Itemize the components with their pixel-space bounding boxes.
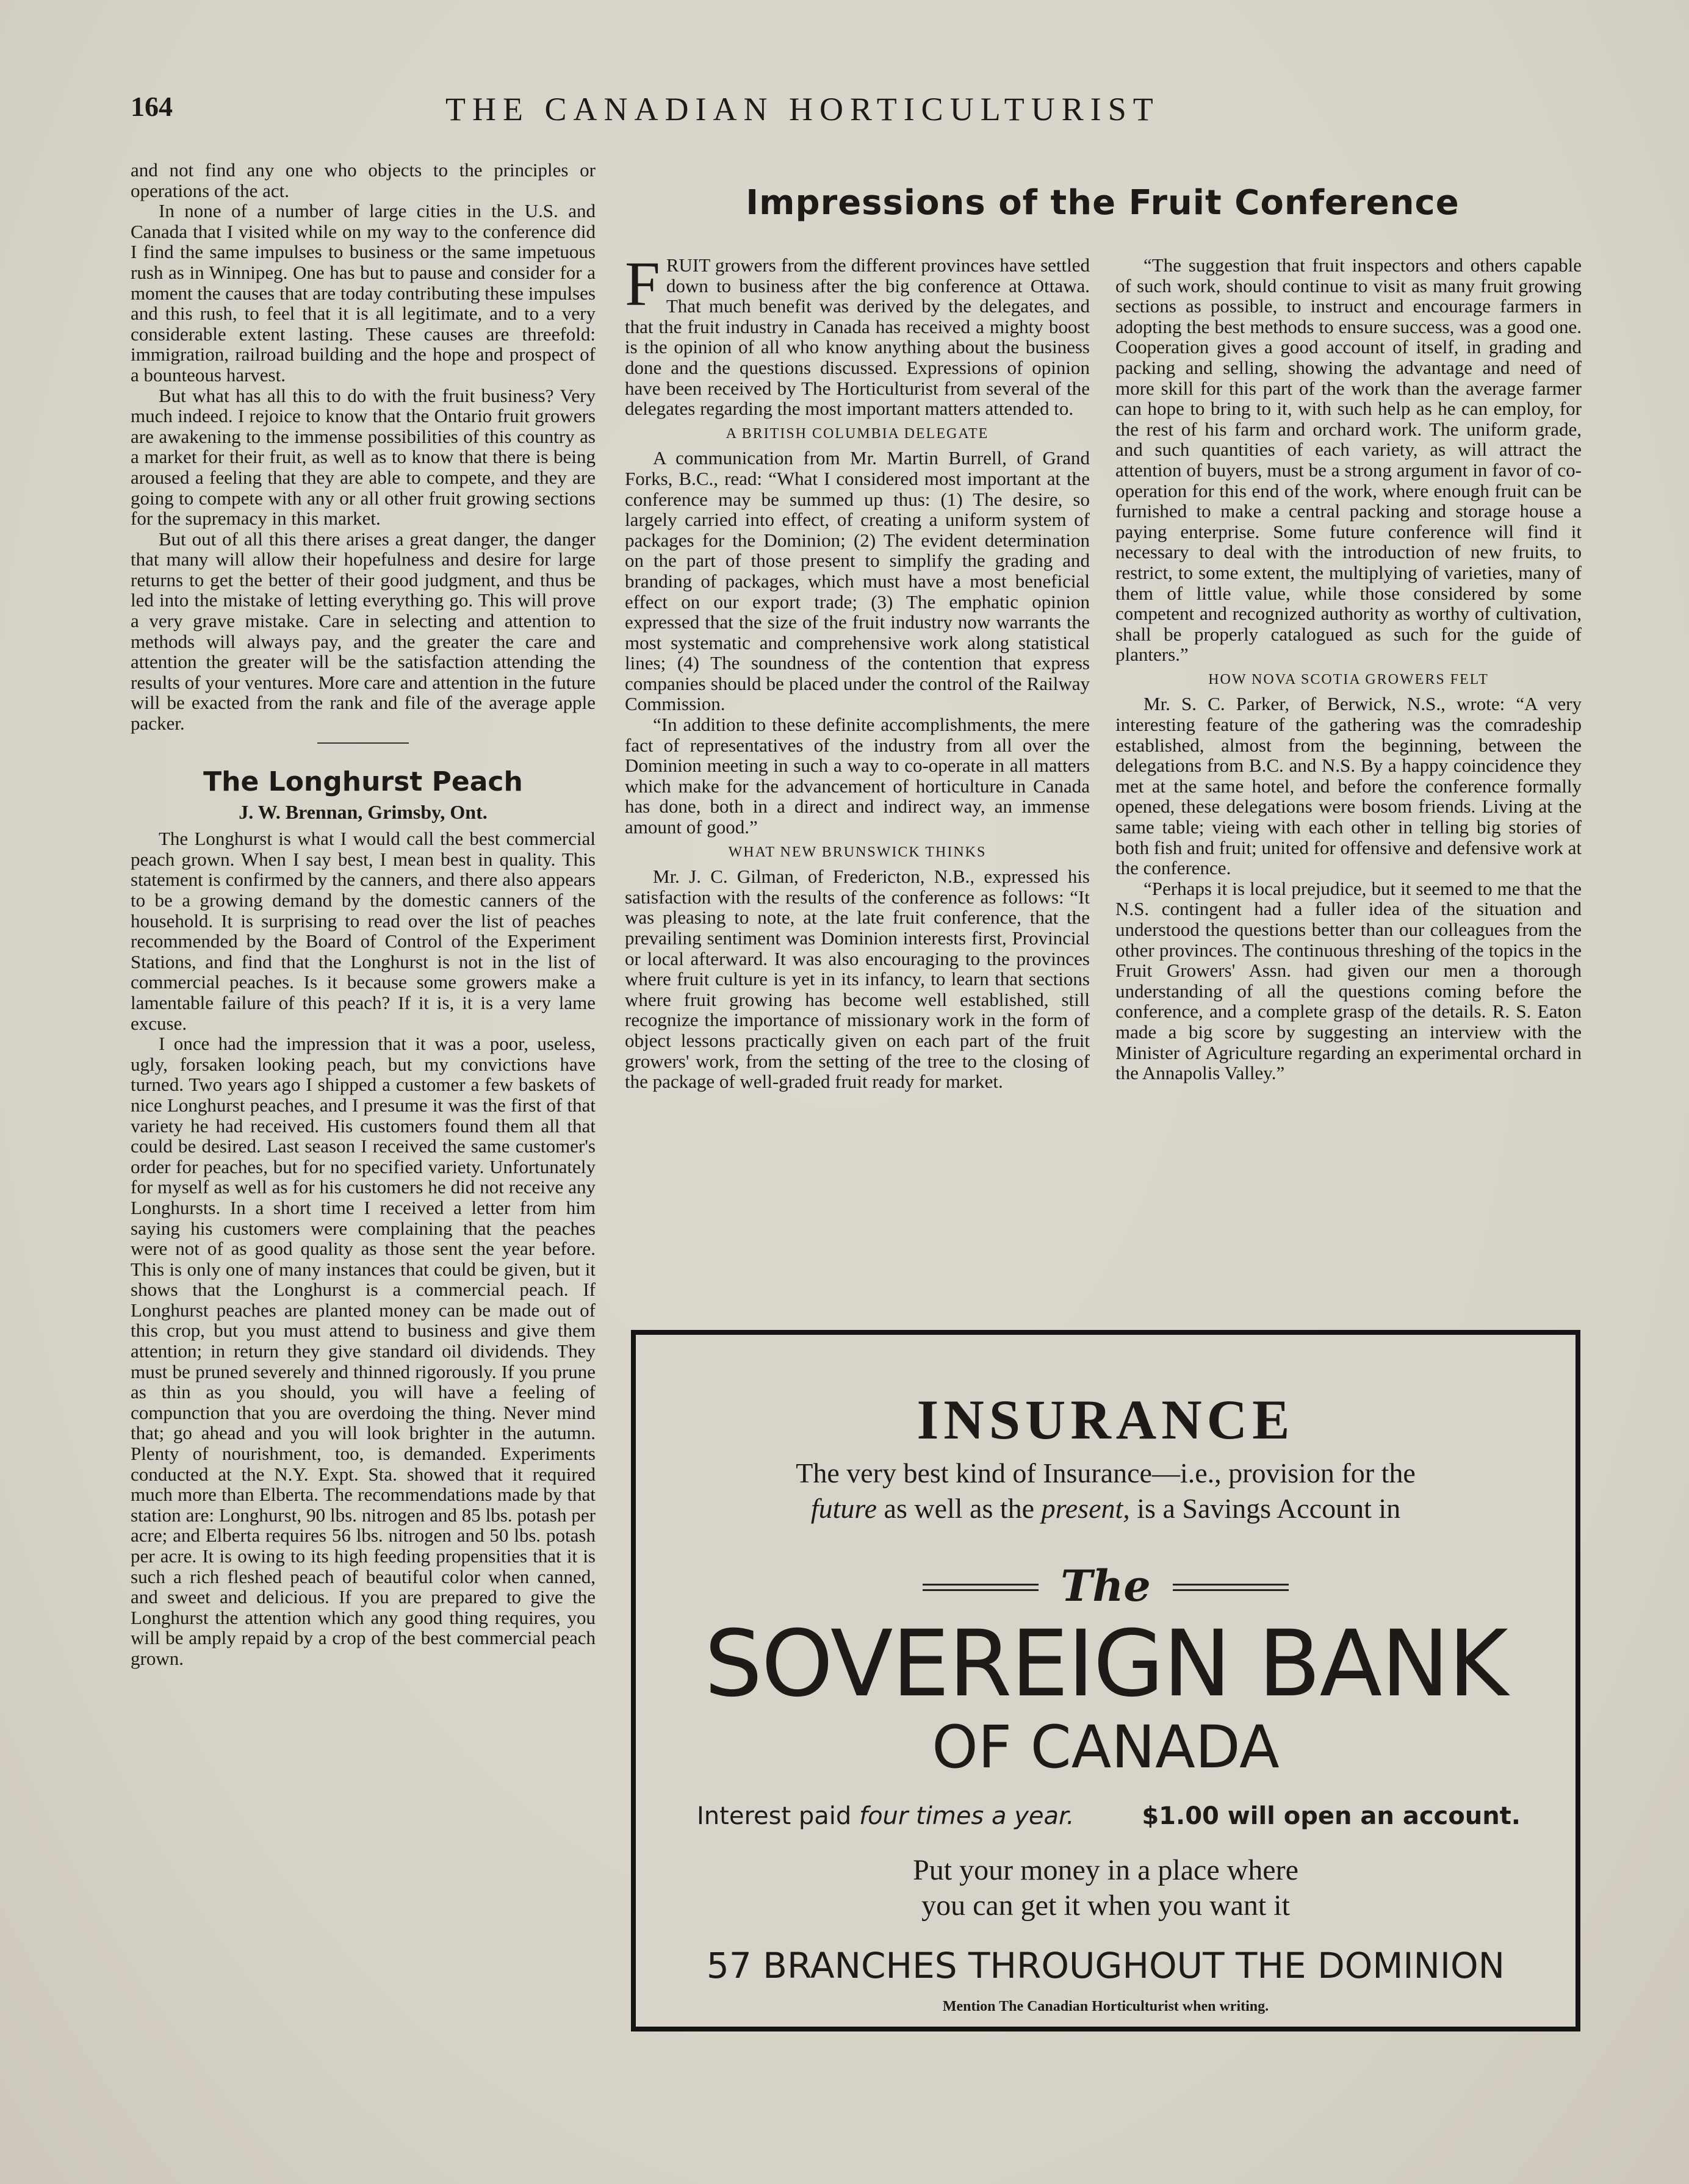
ornamental-rule (1173, 1584, 1289, 1591)
paragraph: Mr. J. C. Gilman, of Fredericton, N.B., expressed his satisfaction with the results of the conference as follows: “It was pleasing to note, at the late fruit conference, that the prevailing sentiment was Dominion interests first, Provincial or local afterward. It was also encouraging to the provinces where fruit culture is yet in its infancy, to learn that sections where fruit growing has become well established, still recognize the importance of missionary work in the form of object lessons practically given on each part of the fruit growers' work, from the setting of the tree to the closing of the package of well-graded fruit ready for market. (625, 866, 1090, 1093)
subheading: WHAT NEW BRUNSWICK THINKS (728, 844, 987, 860)
drop-cap: F (625, 249, 660, 319)
page-header (128, 90, 1251, 133)
ad-emphasis: four times a year. (859, 1802, 1075, 1830)
ad-headline: INSURANCE (917, 1388, 1295, 1451)
ad-the-script: The (1061, 1561, 1151, 1611)
ad-text: Interest paid (697, 1802, 859, 1830)
section-divider (317, 742, 409, 744)
article-title: The Longhurst Peach (203, 766, 523, 797)
paragraph: and not find any one who objects to the principles or operations of the act. (131, 159, 596, 201)
ad-text: is a Savings Account in (1129, 1493, 1401, 1524)
ad-text-line: The very best kind of Insurance—i.e., provision for the (796, 1457, 1416, 1489)
running-head: THE CANADIAN HORTICULTURIST (445, 91, 1160, 128)
middle-column (625, 249, 1090, 1093)
paragraph: A communication from Mr. Martin Burrell, of Grand Forks, B.C., read: “What I considered most important at the conference may be summed up thus: (1) The desire, so largely carried into effect, of creating a uniform system of packages for the Dominion; (2) The evident determination on the part of those present to simplify the grading and branding of packages, which must have a most beneficial effect on our export trade; (3) The emphatic opinion expressed that the size of the fruit industry now warrants the most systematic and comprehensive work along statistical lines; (4) The soundness of the contention that express companies should be placed under the control of the Railway Commission. (625, 447, 1090, 715)
left-column (131, 160, 596, 1669)
paragraph: In none of a number of large cities in the U.S. and Canada that I visited while on my way to the conference did I find the same impulses to business or the same impetuous rush as in Winnipeg. One has but to pause and consider for a moment the causes that are today contributing these impulses and this rush, to feel that it is all legitimate, and to a very considerable extent lasting. These causes are threefold: immigration, railroad building and the hope and prospect of a bounteous harvest. (131, 200, 596, 386)
bank-name: SOVEREIGN BANK (704, 1611, 1507, 1717)
ad-text: as well as the (877, 1493, 1042, 1524)
bank-advertisement (631, 1330, 1580, 2031)
article-byline: J. W. Brennan, Grimsby, Ont. (239, 800, 488, 823)
paragraph: Mr. S. C. Parker, of Berwick, N.S., wrote: “A very interesting feature of the gathering was the comradeship established, almost from the beginning, between the delegations from B.C. and N.S. By a happy coincidence they met at the same hotel, and before the conference formally opened, these delegations were bosom friends. Living at the same table; vieing with each other in telling big stories of both fish and fruit; united for offensive and defensive work at the conference. (1115, 693, 1582, 879)
ad-slogan-line: Put your money in a place where (913, 1854, 1298, 1886)
main-article-title: Impressions of the Fruit Conference (746, 183, 1460, 223)
ad-mention-line: Mention The Canadian Horticulturist when writing. (942, 1999, 1269, 2014)
bank-country: OF CANADA (932, 1713, 1280, 1781)
branches-line: 57 BRANCHES THROUGHOUT THE DOMINION (706, 1945, 1505, 1986)
intro-paragraph (625, 249, 1090, 420)
paragraph: “The suggestion that fruit inspectors and others capable of such work, should continue to visit as many fruit growing sections as possible, to instruct and encourage farmers in adopting the best methods to ensure success, was a good one. Cooperation gives a good account of itself, in grading and packing and selling, showing the advantage and need of more skill for this part of the work than the average farmer can hope to bring to it, with such help as he can employ, for the rest of his farm and orchard work. The uniform grade, and such quantities of each variety, as will attract the attention of buyers, must be a strong argument in favor of co-operation for this end of the work, where enough fruit can be furnished to make a central packing and storage house a paying enterprise. Some future conference will find it necessary to deal with the introduction of new fruits, to restrict, to some extent, the multiplying of varieties, many of them of little value, while those considered by some competent and recognized authority as worthy of cultivation, shall be properly catalogued as such for the guide of planters.” (1115, 254, 1582, 666)
right-column (1115, 255, 1582, 1083)
ad-emphasis: future (810, 1493, 877, 1524)
open-account-line: $1.00 will open an account. (1142, 1802, 1521, 1830)
ad-emphasis: present, (1041, 1493, 1130, 1524)
page-number: 164 (131, 91, 173, 122)
the-ornament-row (636, 1561, 1576, 1609)
paragraph: “Perhaps it is local prejudice, but it seemed to me that the N.S. contingent had a fuller idea of the situation and understood the questions better than our colleagues from the other provinces. The continuous threshing of the topics in the Fruit Growers' Assn. had given our men a thorough understanding of all the questions coming before the conference, and a complete grasp of the details. R. S. Eaton made a big score by suggesting an interview with the Minister of Agriculture regarding an experimental orchard in the Annapolis Valley.” (1115, 877, 1582, 1084)
paragraph: I once had the impression that it was a poor, useless, ugly, forsaken looking peach, but my convictions have turned. Two years ago I shipped a customer a few baskets of nice Longhurst peaches, and I presume it was the first of that variety he had received. His customers found them all that could be desired. Last season I received the same customer's order for peaches, but for no specified variety. Unfortunately for myself as well as for his customers he did not receive any Longhursts. In a short time I received a letter from him saying his customers were complaining that the peaches were not of as good quality as those sent the year before. This is only one of many instances that could be given, but it shows that the Longhurst is a commercial peach. If Longhurst peaches are planted money can be made out of this crop, but you must attend to business and give them attention; in return they give standard oil dividends. They must be pruned severely and thinned rigorously. If you prune as thin as you should, you will have a feeling of compunction that you are overdoing the thing. Never mind that; go ahead and you will look brighter in the autumn. Plenty of nourishment, too, is demanded. Experiments conducted at the N.Y. Expt. Sta. showed that it required much more than Elberta. The recommendations made by that station are: Longhurst, 90 lbs. nitrogen and 85 lbs. potash per acre; and Elberta requires 56 lbs. nitrogen and 50 lbs. potash per acre. It is owing to its high feeding propensities that it is such a rich fleshed peach of beautiful color when canned, and sweet and delicious. If you are prepared to give the Longhurst the attention which any good thing requires, you will be amply repaid by a crop of the best commercial peach grown. (131, 1033, 596, 1669)
intro-text: RUIT growers from the different provinces have settled down to business after the big conference at Ottawa. That much benefit was derived by the delegates, and that the fruit industry in Canada has received a mighty boost is the opinion of all who know anything about the business done and the questions discussed. Expressions of opinion have been received by The Horticulturist from several of the delegates regarding the most important matters attended to. (625, 254, 1090, 420)
paragraph: But out of all this there arises a great danger, the danger that many will allow their hopefulness and desire for large returns to get the better of their good judgment, and thus be led into the mistake of letting everything go. This will prove a very grave mistake. Care in selecting and attention to methods will always pay, and the greater the care and attention the greater will be the satisfaction attending the results of your ventures. More care and attention in the future will be exacted from the rank and file of the average apple packer. (131, 528, 596, 735)
ad-slogan-line: you can get it when you want it (921, 1889, 1290, 1922)
subheading: HOW NOVA SCOTIA GROWERS FELT (1208, 671, 1489, 688)
paragraph: “In addition to these definite accomplishments, the mere fact of representatives of the industry from all over the Dominion meeting in such a way to co-operate in all matters which make for the advancement of horticulture in Canada has done, both in a direct and indirect way, an immense amount of good.” (625, 714, 1090, 838)
subheading: A BRITISH COLUMBIA DELEGATE (726, 425, 989, 442)
interest-line (697, 1802, 1074, 1830)
paragraph: But what has all this to do with the fruit business? Very much indeed. I rejoice to know that the Ontario fruit growers are awakening to the immense possibilities of this country as a market for their fruit, as well as to know that there is being aroused a feeling that they are able to compete, and they are going to compete with any or all other fruit growing sections for the supremacy in this market. (131, 384, 596, 530)
ad-text-line (636, 1492, 1576, 1525)
paragraph: The Longhurst is what I would call the best commercial peach grown. When I say best, I mean best in quality. This statement is confirmed by the canners, and there also appears to be a growing demand by the domestic canners of the household. It is surprising to read over the list of peaches recommended by the Board of Control of the Experiment Stations, and find that the Longhurst is not in the list of commercial peaches. Is it because some growers make a lamentable failure of this peach? If it is, it is a very lame excuse. (131, 828, 596, 1034)
